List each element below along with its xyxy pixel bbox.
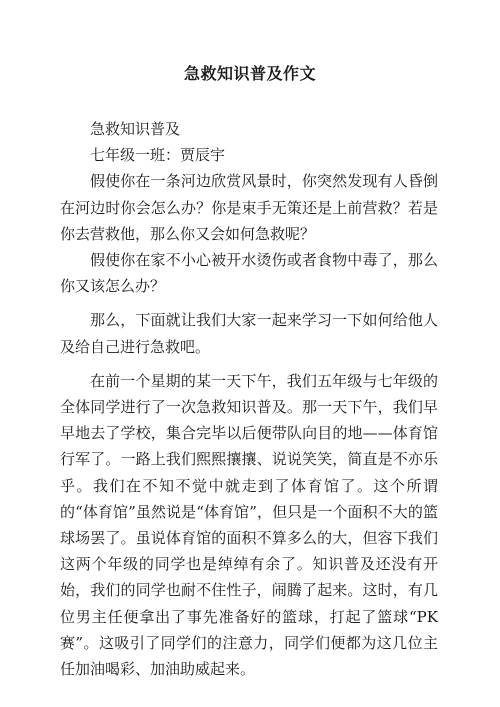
body-paragraph: 假使你在一条河边欣赏风景时，你突然发现有人昏倒在河边时你会怎么办？你是束手无策还是上前营救？若是你去营救他，那么你又会如何急救呢？ [60, 172, 438, 243]
document-body [60, 116, 438, 682]
body-paragraph: 在前一个星期的某一天下午，我们五年级与七年级的全体同学进行了一次急救知识普及。那一天下午，我们早早地去了学校，集合完毕以后便带队向目的地——体育馆行军了。一路上我们熙熙攘攘、说说笑笑，简直是不亦乐乎。我们在不知不觉中就走到了体育馆了。这个所谓的“体育馆”虽然说是“体育馆”，但只是一个面积不大的篮球场罢了。虽说体育馆的面积不算多么的大，但容下我们这两个年级的同学也是绰绰有余了。知识普及还没有开始，我们的同学也耐不住性子，闹腾了起来。这时，有几位男主任便拿出了事先准备好的篮球，打起了篮球“PK赛”。这吸引了同学们的注意力，同学们便都为这几位主任加油喝彩、加油助威起来。 [60, 371, 438, 679]
author-paragraph: 七年级一班：贾辰宇 [90, 146, 226, 165]
subtitle-paragraph: 急救知识普及 [90, 120, 181, 138]
body-paragraph: 那么，下面就让我们大家一起来学习一下如何给他人及给自己进行急救吧。 [60, 311, 438, 356]
body-paragraph: 假使你在家不小心被开水烫伤或者食物中毒了，那么你又该怎么办？ [60, 251, 438, 296]
document-title: 急救知识普及作文 [183, 64, 316, 83]
